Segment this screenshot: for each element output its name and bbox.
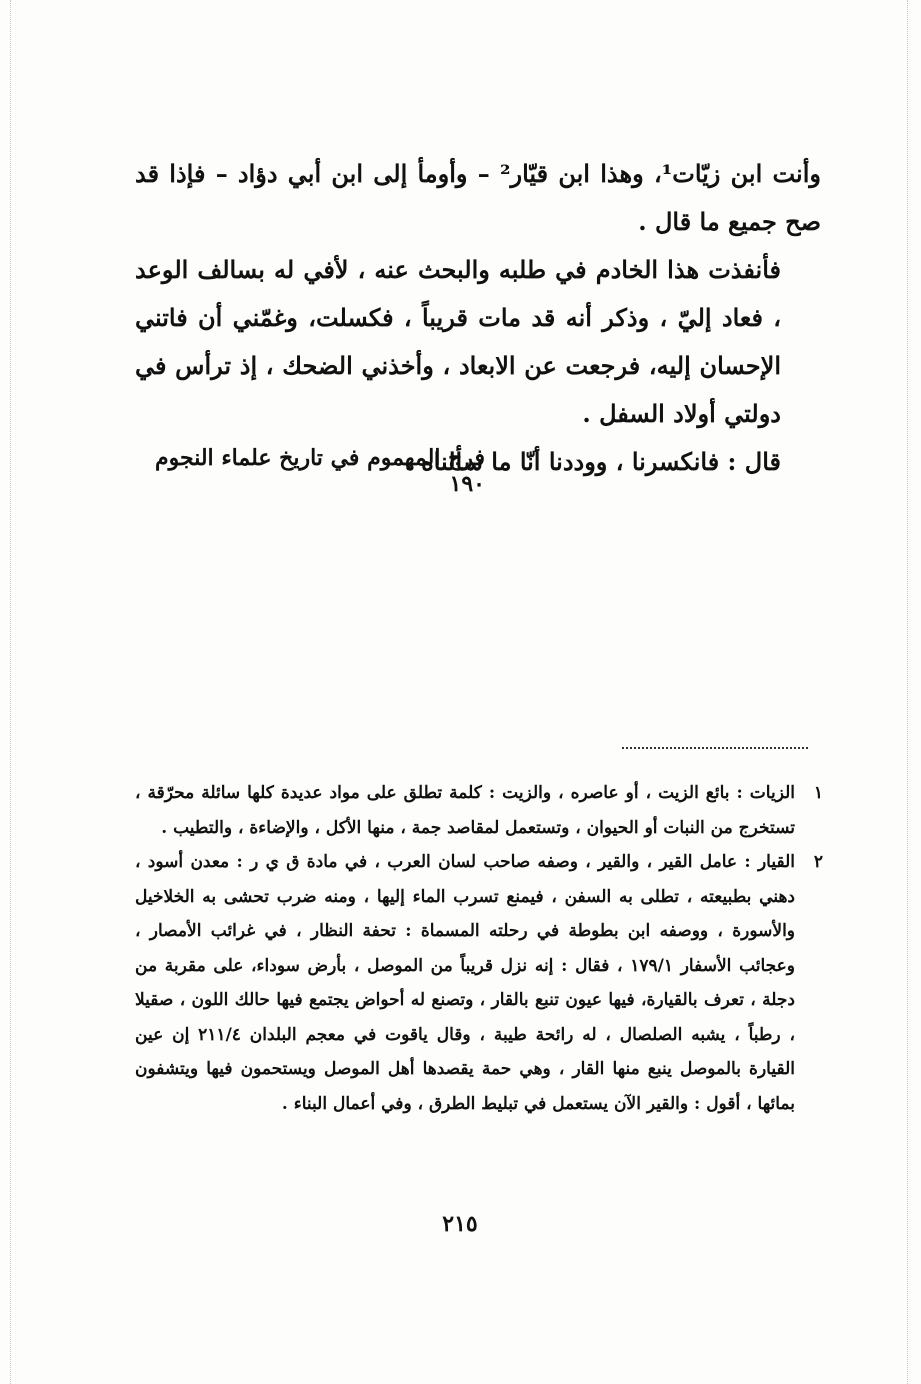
- footnote-separator: [622, 747, 808, 749]
- footnote-number: ٢: [813, 852, 823, 872]
- footnote-text: القيار : عامل القير ، والقير ، وصفه صاحب لسان العرب ، في مادة ق ي ر : معدن أسود ، دهني بطبيعته ، تطلى به السفن ، فيمنع تسرب الماء إليها ، ومنه ضرب تحشى به الخلاخيل والأسورة ، ووصفه ابن بطوطة في رحلته المسماة : تحفة النظار ، في غرائب الأمصار ، وعجائب الأسفار ١٧٩/١ ، فقال : إنه نزل قريباً من الموصل ، بأرض سوداء، على مقربة من دجلة ، تعرف بالقيارة، فيها عيون تنبع بالقار ، وتصنع له أحواض يجتمع فيها حالك اللون ، صقيلا ، رطباً ، يشبه الصلصال ، له رائحة طيبة ، وقال ياقوت في معجم البلدان ٢١١/٤ إن عين القيارة بالموصل ينبع منها القار ، وهي حمة يقصدها أهل الموصل ويستحمون فيها ويتشفون بمائها ، أقول : والقير الآن يستعمل في تبليط الطرق ، وفي أعمال البناء .: [135, 852, 795, 1114]
- main-text-block: [135, 150, 821, 486]
- footnote-text: الزيات : بائع الزيت ، أو عاصره ، والزيت : كلمة تطلق على مواد عديدة كلها سائلة محرّقة ، تستخرج من النبات أو الحيوان ، وتستعمل لمقاصد جمة ، منها الأكل ، والإضاءة ، والتطيب .: [135, 783, 795, 838]
- footnote: [135, 845, 823, 1121]
- footnote: [135, 776, 823, 845]
- main-paragraph: قال : فانكسرنا ، ووددنا أنّا ما سألناه .: [404, 447, 781, 476]
- source-citation: فرج المهموم في تاريخ علماء النجوم ١٩٠: [155, 445, 485, 497]
- page-edge-right: [907, 0, 909, 1384]
- main-paragraph: فأنفذت هذا الخادم في طلبه والبحث عنه ، لأفي له بسالف الوعد ، فعاد إليّ ، وذكر أنه قد مات قريباً ، فكسلت، وغمّني أن فاتني الإحسان إليه، فرجعت عن الابعاد ، وأخذني الضحك ، إذ ترأس في دولتي أولاد السفل .: [135, 255, 782, 428]
- main-paragraph: وأنت ابن زيّات¹، وهذا ابن قيّار² – وأومأ إلى ابن أبي دؤاد – فإذا قد صح جميع ما قال .: [135, 159, 821, 236]
- footnote-number: ١: [813, 783, 823, 803]
- page-edge-left: [10, 0, 12, 1384]
- footnotes-block: [135, 776, 823, 1121]
- page-number: ٢١٥: [442, 1211, 478, 1237]
